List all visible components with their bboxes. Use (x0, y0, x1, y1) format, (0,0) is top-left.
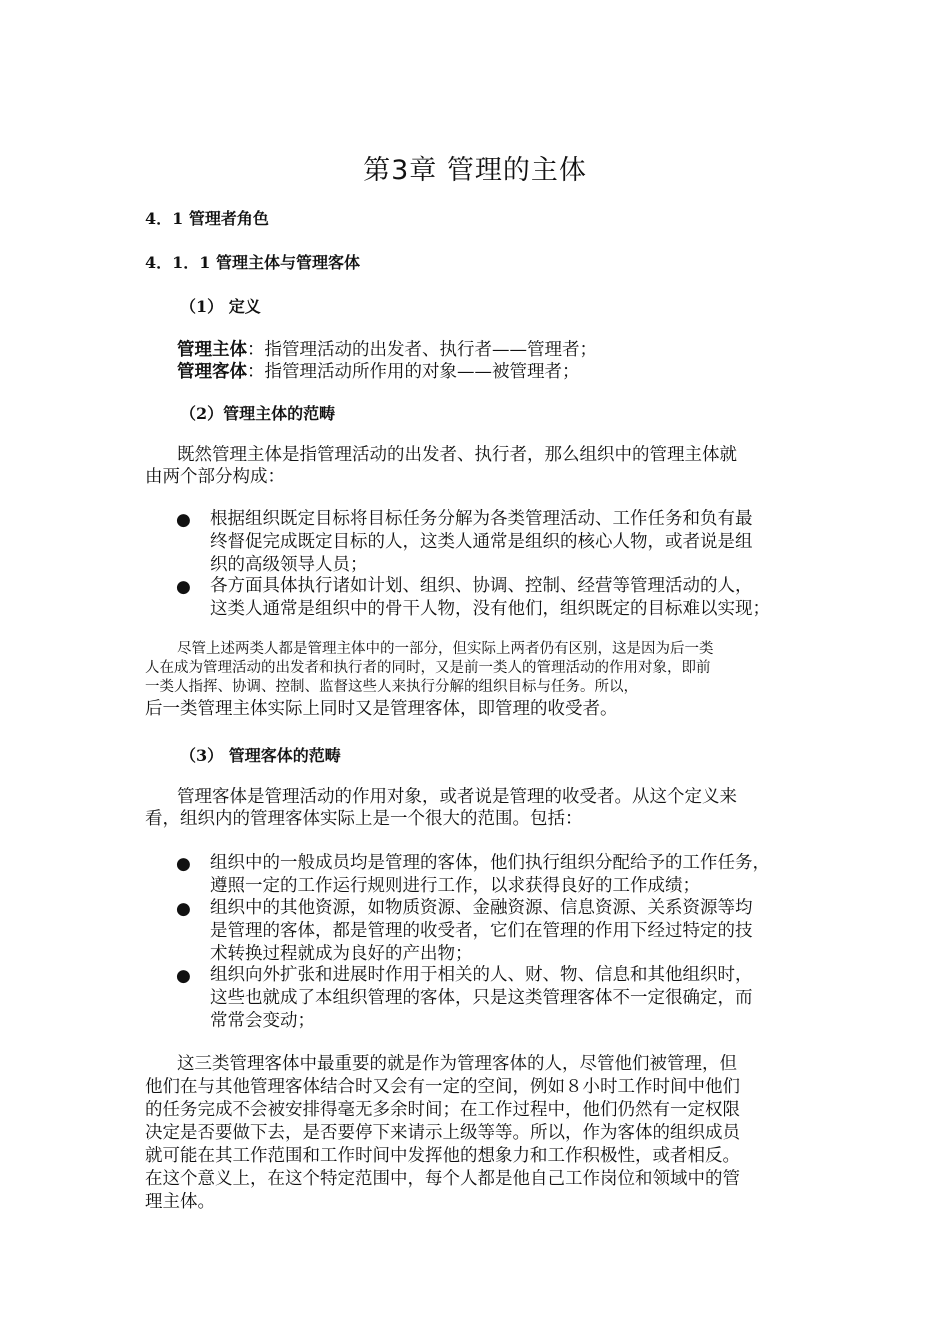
list-item-line: 根据组织既定目标将目标任务分解为各类管理活动、工作任务和负有最 (210, 509, 753, 529)
subheading-subject-scope: （2）管理主体的范畴 (180, 404, 336, 423)
paragraph-line: 尽管上述两类人都是管理主体中的一部分，但实际上两者仍有区别，这是因为后一类 (177, 641, 714, 657)
subheading-definition: （1） 定义 (180, 297, 261, 316)
bullet-icon: ● (176, 966, 191, 986)
list-item-line: 组织向外扩张和进展时作用于相关的人、财、物、信息和其他组织时， (210, 965, 753, 985)
list-item-line: 组织中的其他资源，如物质资源、金融资源、信息资源、关系资源等均 (210, 898, 753, 918)
list-item-line: 终督促完成既定目标的人，这类人通常是组织的核心人物，或者说是组 (210, 532, 753, 552)
list-item-line: 是管理的客体，都是管理的收受者，它们在管理的作用下经过特定的技 (210, 921, 753, 941)
list-item-line: 遵照一定的工作运行规则进行工作，以求获得良好的工作成绩； (210, 876, 700, 896)
bullet-icon: ● (176, 577, 191, 597)
paragraph-line: 后一类管理主体实际上同时又是管理客体，即管理的收受者。 (145, 699, 618, 719)
list-item-line: 织的高级领导人员； (210, 555, 368, 575)
bullet-icon: ● (176, 854, 191, 874)
list-item-line: 术转换过程就成为良好的产出物； (210, 944, 473, 964)
paragraph-line: 这三类管理客体中最重要的就是作为管理客体的人，尽管他们被管理，但 (177, 1054, 737, 1074)
paragraph-line: 理主体。 (145, 1192, 215, 1212)
paragraph-line: 决定是否要做下去，是否要停下来请示上级等等。所以，作为客体的组织成员 (145, 1123, 740, 1143)
paragraph-line: 他们在与其他管理客体结合时又会有一定的空间，例如８小时工作时间中他们 (145, 1077, 740, 1097)
paragraph-line: 在这个意义上，在这个特定范围中，每个人都是他自己工作岗位和领域中的管 (145, 1169, 740, 1189)
list-item-line: 这类人通常是组织中的骨干人物，没有他们，组织既定的目标难以实现； (210, 599, 770, 619)
paragraph-line: 既然管理主体是指管理活动的出发者、执行者，那么组织中的管理主体就 (177, 445, 737, 465)
list-item-line: 常常会变动； (210, 1011, 315, 1031)
definition-object-term: 管理客体 (177, 362, 247, 382)
list-item-line: 组织中的一般成员均是管理的客体，他们执行组织分配给予的工作任务， (210, 853, 770, 873)
definition-subject-term: 管理主体 (177, 340, 247, 360)
paragraph-line: 由两个部分构成： (145, 467, 285, 487)
section-heading-4-1-1: 4．1．1 管理主体与管理客体 (145, 253, 360, 272)
subheading-object-scope: （3） 管理客体的范畴 (180, 746, 341, 765)
paragraph-line: 的任务完成不会被安排得毫无多余时间；在工作过程中，他们仍然有一定权限 (145, 1100, 740, 1120)
list-item-line: 这些也就成了本组织管理的客体，只是这类管理客体不一定很确定，而 (210, 988, 753, 1008)
definition-subject-text: ：指管理活动的出发者、执行者——管理者； (247, 340, 597, 360)
bullet-icon: ● (176, 510, 191, 530)
paragraph-line: 人在成为管理活动的出发者和执行者的同时，又是前一类人的管理活动的作用对象，即前 (145, 660, 711, 676)
paragraph-line: 就可能在其工作范围和工作时间中发挥他的想象力和工作积极性，或者相反。 (145, 1146, 740, 1166)
definition-object (177, 358, 580, 383)
page-title: 第3章 管理的主体 (363, 155, 587, 186)
bullet-icon: ● (176, 899, 191, 919)
list-item-line: 各方面具体执行诸如计划、组织、协调、控制、经营等管理活动的人， (210, 576, 753, 596)
paragraph-line: 管理客体是管理活动的作用对象，或者说是管理的收受者。从这个定义来 (177, 787, 737, 807)
section-heading-4-1: 4．1 管理者角色 (145, 209, 269, 228)
paragraph-line: 看，组织内的管理客体实际上是一个很大的范围。包括： (145, 809, 583, 829)
paragraph-line: 一类人指挥、协调、控制、监督这些人来执行分解的组织目标与任务。所以， (145, 679, 638, 695)
definition-object-text: ：指管理活动所作用的对象——被管理者； (247, 362, 580, 382)
